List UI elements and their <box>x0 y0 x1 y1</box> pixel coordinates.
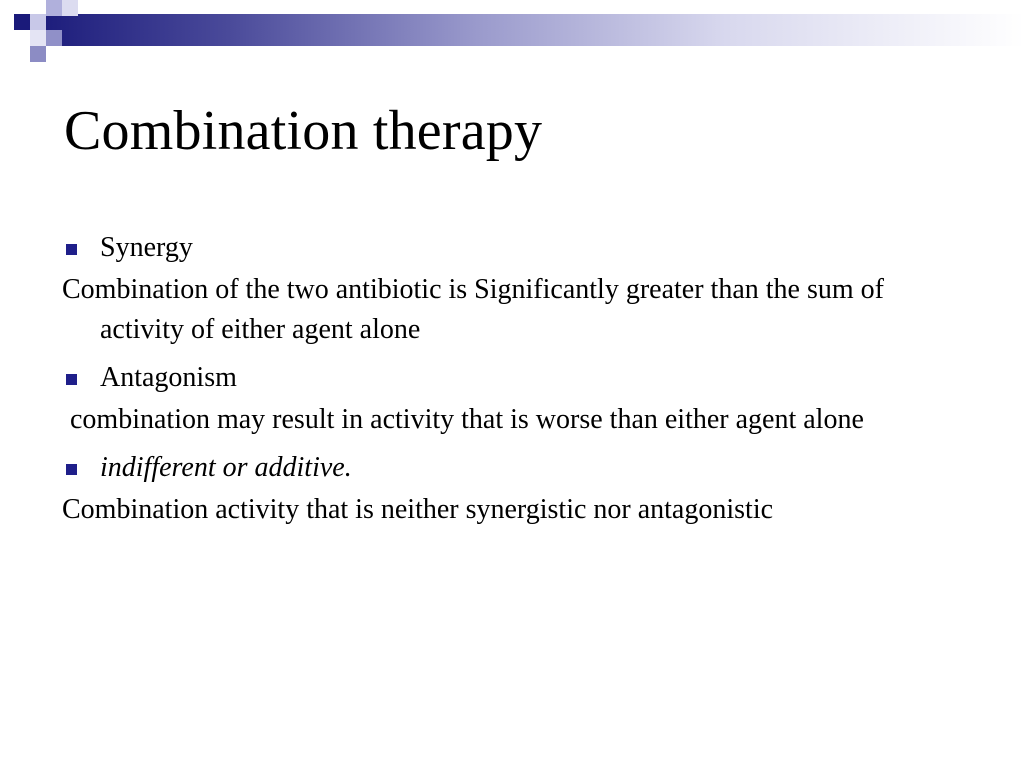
bullet-text: Synergy <box>100 232 193 263</box>
square-bullet-icon <box>66 374 77 385</box>
header-gradient-bar <box>30 14 1024 46</box>
body-paragraph: Combination of the two antibiotic is Significantly greater than the sum of activity of either agent alone <box>62 274 884 345</box>
square-bullet-icon <box>66 244 77 255</box>
header-decoration <box>0 0 1024 64</box>
bullet-item <box>62 446 962 490</box>
header-square-mid <box>30 46 46 62</box>
body-paragraph: Combination activity that is neither synergistic nor antagonistic <box>62 494 774 525</box>
header-square-light <box>46 30 62 46</box>
body-paragraph: combination may result in activity that is worse than either agent alone <box>70 404 864 435</box>
header-square-light <box>62 0 78 16</box>
square-bullet-icon <box>66 464 77 475</box>
slide-body <box>62 226 962 536</box>
header-square-dark <box>14 14 30 30</box>
bullet-item <box>62 356 962 400</box>
header-square-light <box>46 0 62 16</box>
bullet-text: Antagonism <box>100 362 237 393</box>
header-square-light <box>30 30 46 46</box>
bullet-item <box>62 226 962 270</box>
slide-title: Combination therapy <box>64 100 543 162</box>
bullet-text: indifferent or additive. <box>100 452 352 483</box>
header-square-light <box>30 14 46 30</box>
